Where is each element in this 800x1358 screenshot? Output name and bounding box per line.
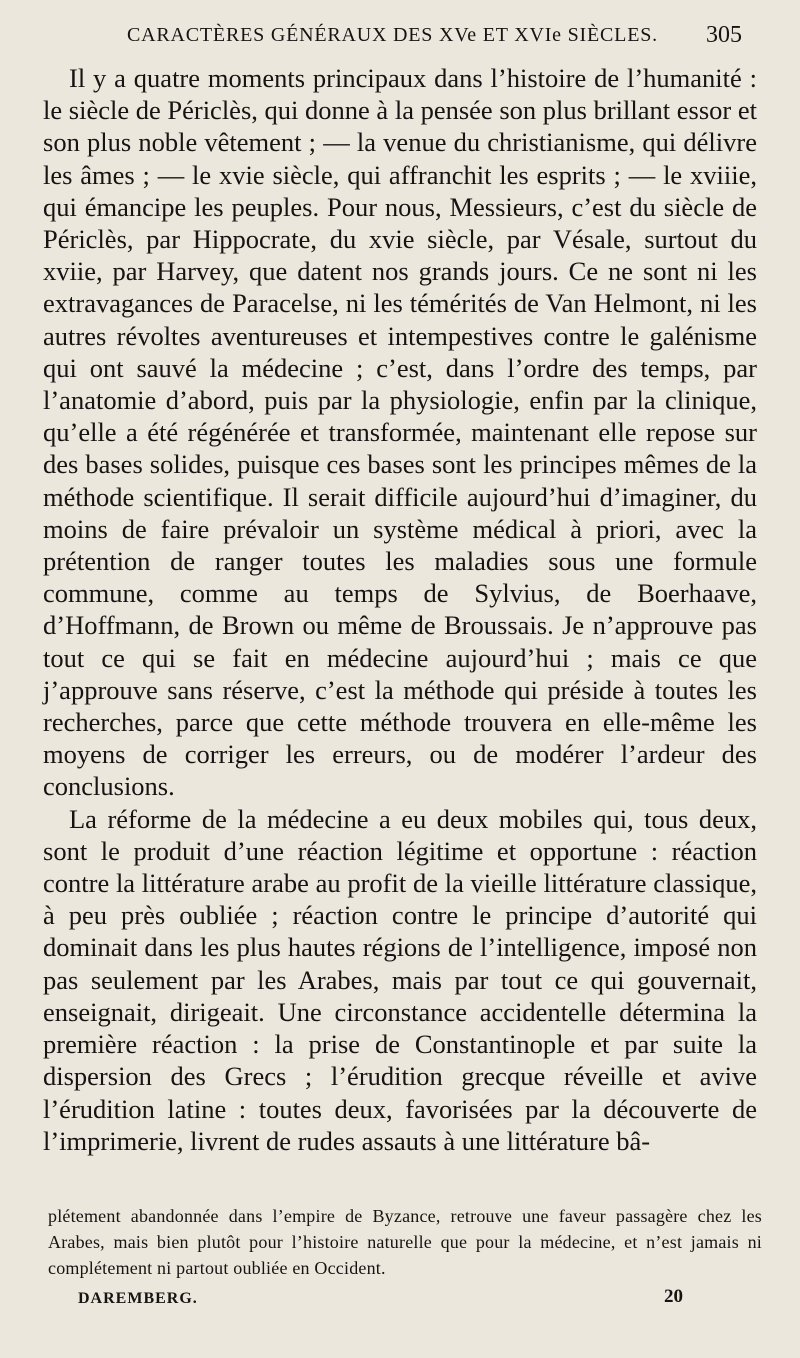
page-number: 305 xyxy=(706,22,742,48)
sheet-number: 20 xyxy=(664,1286,683,1307)
paragraph: Il y a quatre moments principaux dans l’histoire de l’humanité : le siècle de Périclès, qui donne à la pensée son plus brillant essor et son plus noble vêtement ; — la venue du christianisme, qui délivre les âmes ; — le xvie siècle, qui affranchit les esprits ; — le xviiie, qui émancipe les peuples. Pour nous, Messieurs, c’est du siècle de Périclès, par Hippocrate, du xvie siècle, par Vésale, surtout du xviie, par Harvey, que datent nos grands jours. Ce ne sont ni les extravagances de Paracelse, ni les témérités de Van Helmont, ni les autres révoltes aventureuses et intempestives contre le galénisme qui ont sauvé la médecine ; c’est, dans l’ordre des temps, par l’anatomie d’abord, puis par la physiologie, enfin par la clinique, qu’elle a été régénérée et transformée, maintenant elle repose sur des bases solides, puisque ces bases sont les principes mêmes de la méthode scientifique. Il serait difficile aujourd’hui d’imaginer, du moins de faire prévaloir un système médical à priori, avec la prétention de ranger toutes les maladies sous une formule commune, comme au temps de Sylvius, de Boerhaave, d’Hoffmann, de Brown ou même de Broussais. Je n’approuve pas tout ce qui se fait en médecine aujourd’hui ; mais ce que j’approuve sans réserve, c’est la méthode qui préside à toutes les recherches, parce que cette méthode trouvera en elle-même les moyens de corriger les erreurs, ou de modérer l’ardeur des conclusions. xyxy=(43,63,757,802)
footnote: plétement abandonnée dans l’empire de Byzance, retrouve une faveur passagère chez les Arabes, mais bien plutôt pour l’histoire naturelle que pour la médecine, et n’est jamais ni complétement ni partout oubliée en Occident. xyxy=(48,1206,762,1278)
printer-signature: DAREMBERG. xyxy=(78,1290,198,1307)
paragraph: La réforme de la médecine a eu deux mobiles qui, tous deux, sont le produit d’une réaction légitime et opportune : réaction contre la littérature arabe au profit de la vieille littérature classique, à peu près oubliée ; réaction contre le principe d’autorité qui dominait dans les plus hautes régions de l’intelligence, imposé non pas seulement par les Arabes, mais par tout ce qui gouvernait, enseignait, dirigeait. Une circonstance accidentelle détermina la première réaction : la prise de Constantinople et par suite la dispersion des Grecs ; l’érudition grecque réveille et avive l’érudition latine : toutes deux, favorisées par la découverte de l’imprimerie, livrent de rudes assauts à une littérature bâ- xyxy=(43,803,757,1156)
running-head: CARACTÈRES GÉNÉRAUX DES XVe ET XVIe SIÈCLES. xyxy=(127,24,658,46)
main-text xyxy=(43,62,757,1157)
page-header xyxy=(0,22,800,56)
